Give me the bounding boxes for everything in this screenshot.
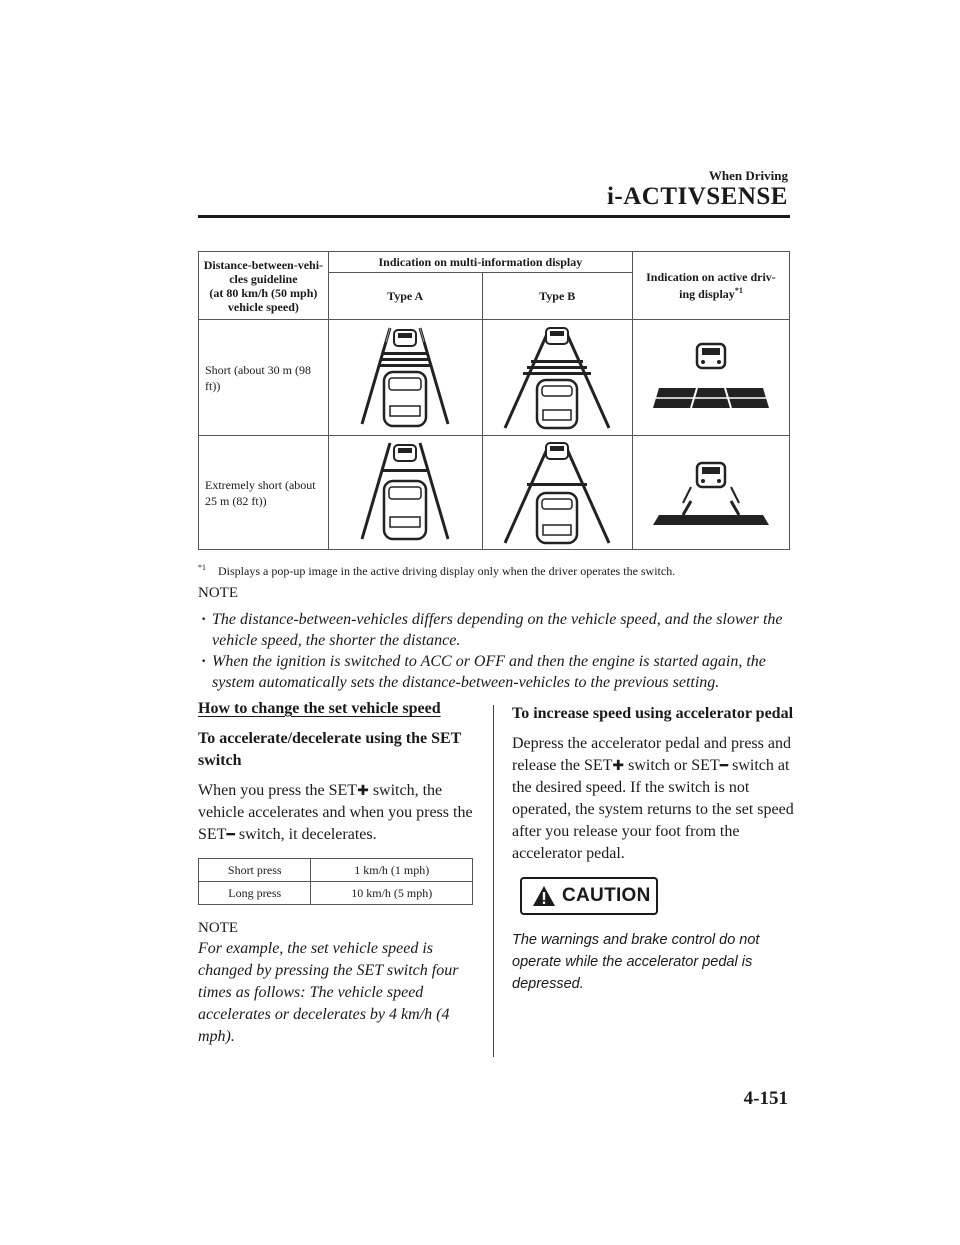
right-column xyxy=(512,703,796,995)
column-divider xyxy=(493,705,494,1057)
col-active-header: Indication on active driv- ing display$^{*1}$ xyxy=(632,252,789,320)
note-list xyxy=(198,609,798,693)
table-row xyxy=(199,436,790,550)
row-label: Short (about 30 m (98 ft)) xyxy=(199,320,329,436)
left-column xyxy=(198,700,474,1048)
minus-icon: ━ xyxy=(719,758,729,774)
type-a-short-illustration xyxy=(328,320,482,436)
page-number: 4-151 xyxy=(743,1088,788,1109)
footnote: $^{*1}$ Displays a pop-up image in the active driving display only when the driver operates the switch. xyxy=(198,563,676,578)
caution-text: The warnings and brake control do not operate while the accelerator pedal is depressed. xyxy=(512,932,760,992)
col-type-b-header: Type B xyxy=(482,273,632,320)
set-switch-paragraph: When you press the SET✚ switch, the vehicle accelerates and when you press the SET━ switch, it decelerates. xyxy=(198,782,473,843)
set-switch-subheading: To accelerate/decelerate using the SET switch xyxy=(198,730,462,769)
distance-table xyxy=(198,251,790,550)
active-display-extremely-short-illustration xyxy=(632,436,789,550)
active-display-short-illustration xyxy=(632,320,789,436)
accelerator-paragraph: Depress the accelerator pedal and press and release the SET✚ switch or SET━ switch at the desired speed. If the switch is not operated, the system returns to the set speed after you release your foot from the accelerator pedal. xyxy=(512,735,794,862)
table-row: Long press 10 km/h (5 mph) xyxy=(199,882,473,905)
type-b-short-illustration xyxy=(482,320,632,436)
type-b-extremely-short-illustration xyxy=(482,436,632,550)
table-row xyxy=(199,320,790,436)
plus-icon: ✚ xyxy=(612,758,625,774)
note-heading-2: NOTE xyxy=(198,920,238,936)
list-item: · When the ignition is switched to ACC or OFF and then the engine is started again, the system automatically sets the distance-between-vehicles to the previous setting. xyxy=(198,651,798,693)
col-type-a-header: Type A xyxy=(328,273,482,320)
table-row: Short press 1 km/h (1 mph) xyxy=(199,859,473,882)
col-distance-header: Distance-between-vehi- cles guideline (at 80 km/h (50 mph) vehicle speed) xyxy=(199,252,329,320)
warning-icon xyxy=(532,885,556,907)
note-heading: NOTE xyxy=(198,585,238,601)
header-rule xyxy=(198,215,790,218)
note-text-2: For example, the set vehicle speed is changed by pressing the SET switch four times as follows: The vehicle speed accelerates or decelerates by 4 km/h (4 mph). xyxy=(198,940,459,1045)
section-title: When Driving xyxy=(708,168,788,183)
chapter-title: i-ACTIVSENSE xyxy=(606,183,788,210)
accelerator-heading: To increase speed using accelerator pedal xyxy=(512,705,794,722)
speed-change-heading: How to change the set vehicle speed xyxy=(198,700,441,717)
col-multi-header: Indication on multi-information display xyxy=(328,252,632,273)
list-item: · The distance-between-vehicles differs depending on the vehicle speed, and the slower the vehicle speed, the shorter the distance. xyxy=(198,609,798,651)
table-header-row xyxy=(199,252,790,273)
press-table xyxy=(198,858,473,905)
caution-label: CAUTION xyxy=(520,877,658,915)
type-a-extremely-short-illustration xyxy=(328,436,482,550)
plus-icon: ✚ xyxy=(357,783,369,799)
row-label: Extremely short (about 25 m (82 ft)) xyxy=(199,436,329,550)
minus-icon: ━ xyxy=(226,827,235,843)
